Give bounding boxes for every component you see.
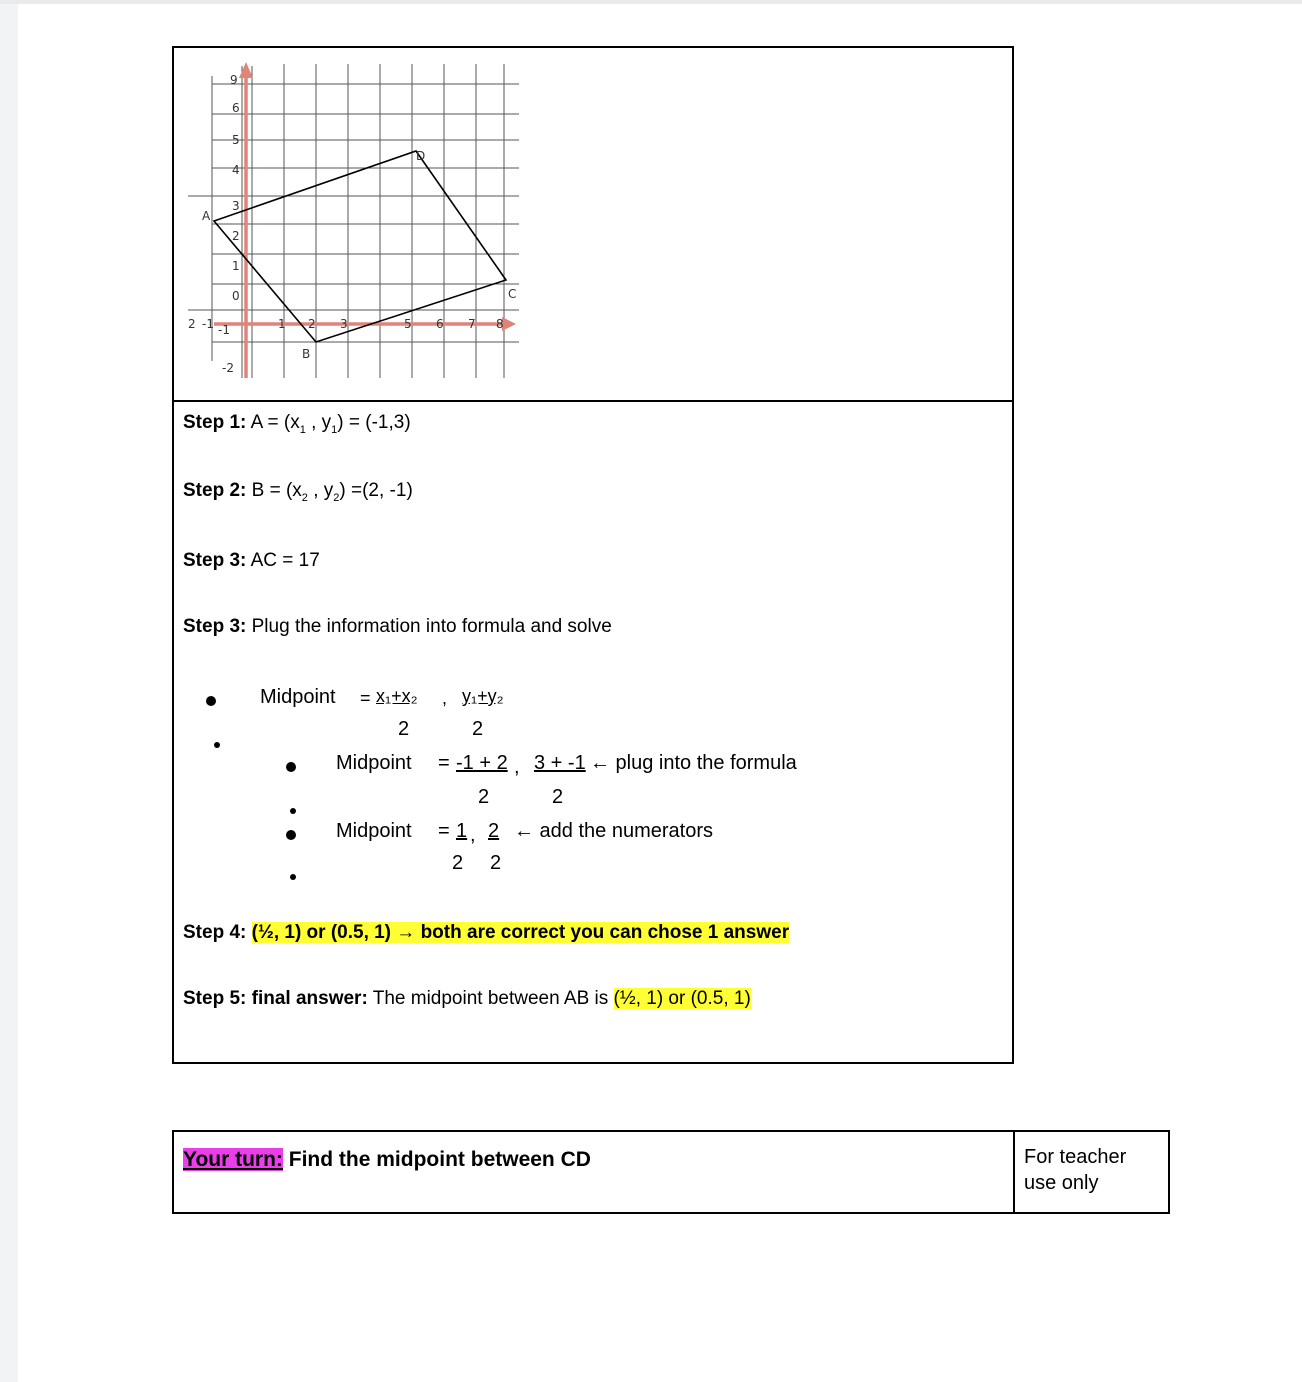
x-tick-label: 3 xyxy=(340,317,348,331)
subscript: 1 xyxy=(299,424,306,436)
step-3-text: AC = 17 xyxy=(246,550,320,571)
worked-example-table xyxy=(172,46,1014,1064)
step-2-label: Step 2: xyxy=(183,480,247,501)
your-turn-label: Your turn: xyxy=(183,1148,283,1171)
step-4 xyxy=(183,922,789,944)
your-turn-text: Find the midpoint between CD xyxy=(282,1148,591,1171)
x-axis-arrow xyxy=(502,317,516,331)
midpoint-formula-label: Midpoint xyxy=(260,686,336,708)
denominator: 2 xyxy=(552,786,564,808)
equals-sign: = xyxy=(438,752,450,774)
point-label-b: B xyxy=(302,347,311,361)
y-axis-arrow xyxy=(239,62,253,78)
equals-sign: = xyxy=(438,820,450,842)
y-tick-label: 9 xyxy=(230,73,238,87)
step-4-label: Step 4: xyxy=(183,922,247,943)
midpoint-step-label: Midpoint xyxy=(336,752,412,774)
bullet xyxy=(286,762,296,772)
step-2-text: ) =(2, -1) xyxy=(339,480,413,501)
x-tick-label: 2 xyxy=(308,317,316,331)
comma: , xyxy=(514,756,520,778)
empty-bullet xyxy=(290,808,296,814)
numerator-x: -1 + 2 xyxy=(456,752,508,774)
empty-bullet xyxy=(214,742,220,748)
bullet xyxy=(286,830,296,840)
y-tick-label: 6 xyxy=(232,101,240,115)
step-2-text: B = (x xyxy=(246,480,302,501)
subscript: 1 xyxy=(331,424,338,436)
step-4-highlighted-answer: (½, 1) or (0.5, 1) → both are correct you can chose 1 answer xyxy=(251,922,790,943)
x-tick-label: 5 xyxy=(404,317,412,331)
comma: , xyxy=(442,688,448,708)
subscript: 2 xyxy=(333,492,340,504)
numerator-x: 1 xyxy=(456,820,468,842)
numerator-x: x₁+x₂ xyxy=(376,686,418,706)
add-note: ← add the numerators xyxy=(514,820,713,842)
x-tick-label: 2 xyxy=(188,317,196,331)
quadrilateral-abcd xyxy=(214,151,506,342)
subscript: 2 xyxy=(301,492,308,504)
x-tick-label: 1 xyxy=(278,317,286,331)
step-1-text: , y xyxy=(305,412,332,433)
step-3-label: Step 3: xyxy=(183,616,247,637)
graph-cell xyxy=(174,48,1012,402)
teacher-note: For teacher use only xyxy=(1024,1146,1127,1194)
step-5-text: The midpoint between AB is xyxy=(367,988,614,1009)
denominator: 2 xyxy=(398,718,410,740)
empty-bullet xyxy=(290,874,296,880)
denominator: 2 xyxy=(478,786,490,808)
your-turn-table xyxy=(172,1130,1170,1214)
plug-note: ← plug into the formula xyxy=(590,752,797,774)
step-1-label: Step 1: xyxy=(183,412,247,433)
y-tick-label: 5 xyxy=(232,133,240,147)
step-1-text: ) = (-1,3) xyxy=(337,412,411,433)
step-3-plug xyxy=(183,616,612,638)
denominator: 2 xyxy=(452,852,464,874)
y-tick-label: 2 xyxy=(232,229,240,243)
y-tick-label: 4 xyxy=(232,163,240,177)
step-3-ac xyxy=(183,550,320,572)
y-tick-label: 0 xyxy=(232,289,240,303)
point-label-c: C xyxy=(508,287,517,301)
x-tick-label: 7 xyxy=(468,317,476,331)
denominator: 2 xyxy=(490,852,502,874)
numerator-y: 3 + -1 xyxy=(534,752,586,774)
midpoint-step-label: Midpoint xyxy=(336,820,412,842)
step-5-label: Step 5: final answer: xyxy=(183,988,368,1009)
coordinate-graph xyxy=(184,56,524,388)
step-5-highlighted-answer: (½, 1) or (0.5, 1) xyxy=(613,988,751,1009)
step-3-label: Step 3: xyxy=(183,550,247,571)
bullet xyxy=(206,696,216,706)
x-tick-label: 8 xyxy=(496,317,504,331)
equals-sign: = xyxy=(360,688,371,708)
point-label-d: D xyxy=(416,149,426,163)
document-page xyxy=(18,4,1302,1382)
x-tick-label: 6 xyxy=(436,317,444,331)
your-turn-cell[interactable] xyxy=(174,1132,1015,1212)
teacher-cell[interactable] xyxy=(1015,1132,1168,1212)
x-tick-label: -1 xyxy=(202,317,214,331)
numerator-y: y₁+y₂ xyxy=(462,686,504,706)
step-5 xyxy=(183,988,751,1010)
step-1-text: A = (x xyxy=(250,412,300,433)
numerator-y: 2 xyxy=(488,820,500,842)
y-tick-label: -1 xyxy=(218,323,230,337)
y-tick-label: 1 xyxy=(232,259,240,273)
your-turn-prompt xyxy=(183,1148,591,1172)
step-3-text: Plug the information into formula and solve xyxy=(246,616,612,637)
y-tick-label: 3 xyxy=(232,199,240,213)
step-2-text: , y xyxy=(307,480,334,501)
comma: , xyxy=(470,824,476,846)
denominator: 2 xyxy=(472,718,484,740)
point-label-a: A xyxy=(202,209,211,223)
y-tick-label: -2 xyxy=(222,361,234,375)
step-1 xyxy=(183,412,411,434)
step-2 xyxy=(183,480,413,502)
